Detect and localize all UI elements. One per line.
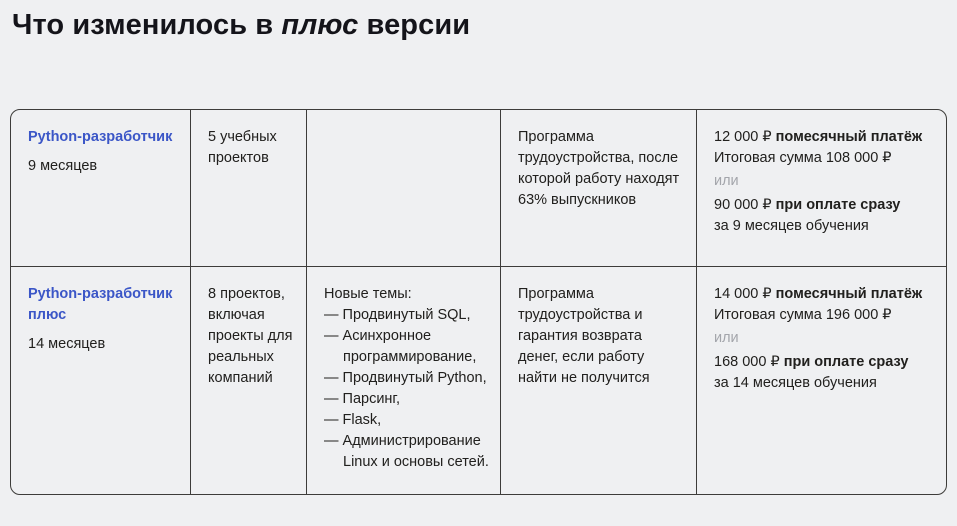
or-label: или [714, 329, 739, 346]
total-price-line: Итоговая сумма 108 000 ₽ [714, 149, 892, 166]
table-row [11, 110, 946, 267]
topic-item: — Администрирование Linux и основы сетей. [324, 432, 489, 470]
employment-text: Программа трудоустройства, после которой работу находят 63% выпускников [518, 128, 680, 208]
topic-item: — Продвинутый SQL, [324, 306, 471, 323]
cell-projects [191, 267, 307, 494]
comparison-table [10, 109, 947, 495]
cell-new-topics [307, 110, 501, 266]
topic-item: — Парсинг, [324, 390, 400, 407]
table-row [11, 267, 946, 494]
page-title-suffix: версии [358, 9, 471, 41]
monthly-price-line [714, 127, 936, 148]
monthly-amount: 14 000 ₽ [714, 285, 776, 302]
course-duration: 14 месяцев [28, 335, 106, 352]
cell-projects [191, 110, 307, 266]
or-label: или [714, 172, 739, 189]
upfront-amount: 168 000 ₽ [714, 353, 784, 370]
course-name: Python-разработчик плюс [28, 285, 173, 323]
topic-item: — Продвинутый Python, [324, 369, 487, 386]
monthly-label: помесячный платёж [775, 128, 923, 145]
topics-heading: Новые темы: [324, 285, 412, 302]
upfront-note: за 9 месяцев обучения [714, 217, 869, 234]
employment-text: Программа трудоустройства и гарантия возврата денег, если работу найти не получится [518, 285, 650, 386]
monthly-price-line [714, 284, 936, 305]
cell-pricing [697, 267, 946, 494]
projects-text: 5 учебных проектов [208, 128, 277, 166]
cell-course [11, 110, 191, 266]
upfront-price-line [714, 352, 936, 373]
cell-new-topics [307, 267, 501, 494]
page-title-emphasis: плюс [281, 9, 359, 41]
page-title [12, 8, 947, 43]
upfront-label: при оплате сразу [775, 196, 901, 213]
cell-course [11, 267, 191, 494]
upfront-label: при оплате сразу [783, 353, 909, 370]
topic-item: — Асинхронное программирование, [324, 327, 477, 365]
course-name: Python-разработчик [28, 128, 173, 145]
course-duration: 9 месяцев [28, 157, 98, 174]
cell-employment [501, 110, 697, 266]
total-price-line: Итоговая сумма 196 000 ₽ [714, 306, 892, 323]
cell-employment [501, 267, 697, 494]
monthly-label: помесячный платёж [775, 285, 923, 302]
monthly-amount: 12 000 ₽ [714, 128, 776, 145]
upfront-price-line [714, 195, 936, 216]
cell-pricing [697, 110, 946, 266]
topic-item: — Flask, [324, 411, 382, 428]
page-title-prefix: Что изменилось в [12, 9, 282, 41]
upfront-amount: 90 000 ₽ [714, 196, 776, 213]
upfront-note: за 14 месяцев обучения [714, 374, 877, 391]
projects-text: 8 проектов, включая проекты для реальных компаний [208, 285, 293, 386]
